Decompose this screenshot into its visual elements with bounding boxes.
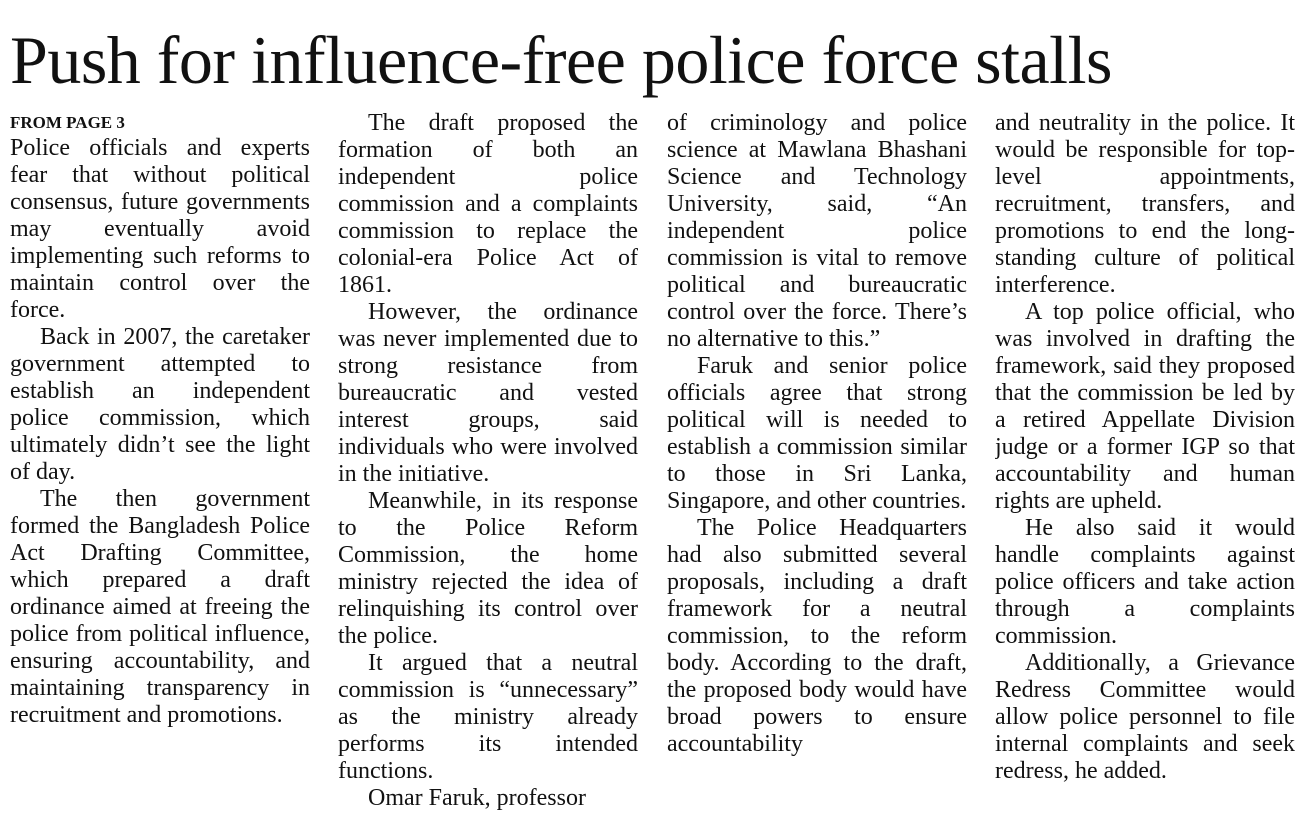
- paragraph: It argued that a neutral commission is “unnecessary” as the ministry already performs its intended functions.: [338, 650, 638, 784]
- paragraph: and neutrality in the police. It would be responsible for top-level appointments, recruitment, transfers, and promotions to end the long-standing culture of political interference.: [995, 110, 1295, 298]
- paragraph: of criminology and police science at Mawlana Bhashani Science and Technology University, said, “An independent police commission is vital to remove political and bureaucratic control over the force. There’s no alternative to this.”: [667, 110, 967, 352]
- paragraph: The Police Headquarters had also submitted several proposals, including a draft framework for a neutral commission, to the reform body. According to the draft, the proposed body would have broad powers to ensure accountability: [667, 515, 967, 757]
- paragraph: Additionally, a Grievance Redress Committee would allow police personnel to file internal complaints and seek redress, he added.: [995, 650, 1295, 784]
- headline: Push for influence-free police force stalls: [10, 22, 1112, 98]
- paragraph: A top police official, who was involved in drafting the framework, said they proposed that the commission be led by a retired Appellate Division judge or a former IGP so that accountability and human rights are upheld.: [995, 299, 1295, 514]
- paragraph: The draft proposed the formation of both an independent police commission and a complaints commission to replace the colonial-era Police Act of 1861.: [338, 110, 638, 298]
- article-column-1: [10, 110, 310, 822]
- paragraph: Police officials and experts fear that without political consensus, future governments may eventually avoid implementing such reforms to maintain control over the force.: [10, 135, 310, 323]
- paragraph: The then government formed the Bangladesh Police Act Drafting Committee, which prepared a draft ordinance aimed at freeing the police from political influence, ensuring accountability, and maintaining transparency in recruitment and promotions.: [10, 486, 310, 728]
- paragraph: However, the ordinance was never implemented due to strong resistance from bureaucratic and vested interest groups, said individuals who were involved in the initiative.: [338, 299, 638, 487]
- article-column-3: [667, 110, 967, 822]
- article-column-4: [995, 110, 1295, 822]
- paragraph: Meanwhile, in its response to the Police Reform Commission, the home ministry rejected the idea of relinquishing its control over the police.: [338, 488, 638, 649]
- paragraph: He also said it would handle complaints against police officers and take action through a complaints commission.: [995, 515, 1295, 649]
- kicker-from-page: FROM PAGE 3: [10, 113, 125, 132]
- paragraph: Faruk and senior police officials agree that strong political will is needed to establish a commission similar to those in Sri Lanka, Singapore, and other countries.: [667, 353, 967, 514]
- paragraph: Omar Faruk, professor: [368, 785, 586, 811]
- paragraph: Back in 2007, the caretaker government attempted to establish an independent police commission, which ultimately didn’t see the light of day.: [10, 324, 310, 485]
- article-column-2: [338, 110, 638, 822]
